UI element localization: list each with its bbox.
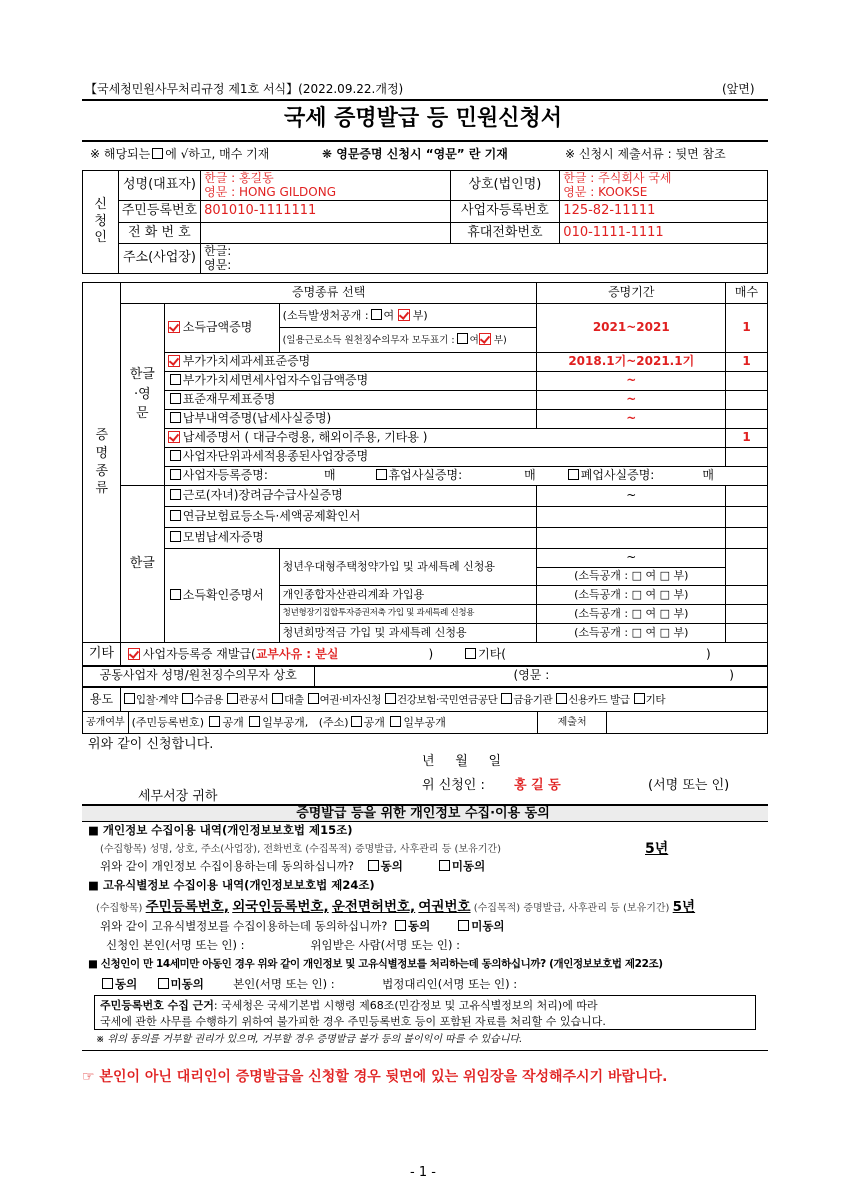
submit-label: 제출처 [537,712,607,734]
model-count[interactable] [726,528,768,549]
disclosure-label: 공개여부 [83,712,129,734]
sign-date[interactable]: 년 월 일 [422,754,501,769]
unit-biz-option[interactable]: 사업자단위과세적용종된사업장증명 [164,448,725,467]
phone-field[interactable] [201,223,450,244]
statement: 위와 같이 신청합니다. [88,737,214,752]
labor-period[interactable]: ~ [537,486,726,507]
consent-s2-sign[interactable]: 신청인 본인(서명 또는 인) : 위임받은 사람(서명 또는 인) : [106,938,461,952]
address-label: 주소(사업장) [118,244,200,274]
company-label: 상호(법인명) [450,171,560,201]
vat-period[interactable]: 2018.1기~2021.1기 [537,353,726,372]
applicant-sign-name[interactable]: 홍 길 동 [514,778,561,793]
rrn-label: 주민등록번호 [118,201,200,223]
sign-or-seal: (서명 또는 인) [648,778,730,793]
pension-period[interactable] [537,507,726,528]
group-kor-eng-label: 한글·영문 [120,304,164,486]
group-kor-label: 한글 [120,486,164,643]
tax-pay-option[interactable]: 납세증명서 ( 대금수령용, 해외이주용, 기타용 ) [164,429,725,448]
income-period[interactable]: 2021~2021 [537,304,726,353]
bizno-label: 사업자등록번호 [450,201,560,223]
model-period[interactable] [537,528,726,549]
labor-option[interactable]: 근로(자녀)장려금수급사실증명 [164,486,537,507]
consent-s3-title: ■ 신청인이 만 14세미만 아동인 경우 위와 같이 개인정보 및 고유식별정보를 처리하는데 동의하십니까? (개인정보보호법 제22조) [88,958,663,970]
consent-s3-options[interactable]: 동의 미동의 본인(서명 또는 인) : 법정대리인(서명 또는 인) : [100,978,517,991]
income-conf-r1-count[interactable] [726,549,768,586]
page-side: (앞면) [722,82,755,96]
income-conf-r3-count[interactable] [726,605,768,624]
tax-pay-count[interactable]: 1 [726,429,768,448]
payment-period[interactable]: ~ [537,410,726,429]
rrn-basis-text1: : 국세청은 국세기본법 시행령 제68조(민감정보 및 고유식별정보의 처리)에 따라 [213,999,598,1012]
usage-options[interactable]: 입찰·계약 수금용 관공서 대출 여권·비자신청 건강보험·국민연금공단 금융기관 신용카드 발급 기타 [120,688,767,712]
biz-reg-row[interactable]: 사업자등록증명: 매 휴업사실증명: 매 폐업사실증명: 매 [164,467,767,486]
consent-s2-items: (수집항목) 주민등록번호, 외국인등록번호, 운전면허번호, 여권번호 (수집목적) 증명발급, 사후관리 등 (보유기간) 5년 [96,899,696,915]
income-conf-r1-disclose[interactable]: (소득공개 : □ 여 □ 부) [537,568,726,586]
rrn-basis-box [94,995,756,1030]
income-conf-r2-count[interactable] [726,586,768,605]
vat-exempt-option[interactable]: 부가가치세면세사업자수입금액증명 [164,372,537,391]
page-number: - 1 - [410,1165,436,1180]
consent-title: 증명발급 등을 위한 개인정보 수집·이용 동의 [296,806,550,821]
usage-label: 용도 [83,688,121,712]
income-conf-r1: 청년우대형주택청약가입 및 과세특례 신청용 [279,549,537,586]
note-documents: ※ 신청시 제출서류 : 뒷면 참조 [565,147,726,161]
applicant-section-label: 신청인 [83,171,119,274]
consent-s2-question[interactable]: 위와 같이 고유식별정보를 수집이용하는데 동의하십니까? 동의 미동의 [100,919,505,933]
cert-count-header: 매수 [726,283,768,304]
pension-option[interactable]: 연금보험료등소득·세액공제확인서 [164,507,537,528]
submit-field[interactable] [607,712,768,734]
income-conf-r2: 개인종합자산관리계좌 가입용 [279,586,537,605]
cert-section-label: 증명종류 [83,283,121,643]
model-option[interactable]: 모범납세자증명 [164,528,537,549]
name-field[interactable]: 한글 : 홍길동 영문 : HONG GILDONG [201,171,450,201]
consent-s1-period: 5년 [645,841,669,857]
usage-table [82,687,768,712]
name-label: 성명(대표자) [118,171,200,201]
std-fin-count[interactable] [726,391,768,410]
income-conf-r3: 청년형장기집합투자증권저축 가입 및 과세특례 신청용 [279,605,537,624]
certificate-table [82,282,768,667]
income-conf-r4: 청년희망적금 가입 및 과세특례 신청용 [279,624,537,643]
consent-refusal-note: ※ 위의 동의를 거부할 권리가 있으며, 거부할 경우 증명발급 불가 등의 불이익이 따를 수 있습니다. [96,1034,523,1045]
std-fin-period[interactable]: ~ [537,391,726,410]
mobile-field[interactable]: 010-1111-1111 [560,223,768,244]
consent-s1-question[interactable]: 위와 같이 개인정보 수집이용하는데 동의하십니까? 동의 미동의 [100,859,486,873]
income-conf-r2-disclose[interactable]: (소득공개 : □ 여 □ 부) [537,586,726,605]
payment-count[interactable] [726,410,768,429]
disclosure-table [82,711,768,734]
joint-field[interactable]: (영문 : ) [314,666,767,687]
income-cert-option[interactable]: 소득금액증명 [164,304,279,353]
std-fin-option[interactable]: 표준재무제표증명 [164,391,537,410]
income-disclose-option[interactable]: (소득발생처공개 : 여 부) [279,304,537,328]
form-reference: 【국세청민원사무처리규정 제1호 서식】(2022.09.22.개정) [85,82,404,96]
note-check: ※ 해당되는 에 √하고, 매수 기재 [90,147,270,161]
applicant-table [82,170,768,274]
form-title: 국세 증명발급 등 민원신청서 [283,106,562,131]
cert-period-header: 증명기간 [537,283,726,304]
vat-count[interactable]: 1 [726,353,768,372]
income-conf-option[interactable]: 소득확인증명서 [164,549,279,643]
applicant-sign-label: 위 신청인 : [422,778,485,793]
labor-count[interactable] [726,486,768,507]
consent-s2-title: ■ 고유식별정보 수집이용 내역(개인정보보호법 제24조) [88,878,375,892]
joint-label: 공동사업자 성명/원천징수의무자 상호 [83,666,315,687]
payment-option[interactable]: 납부내역증명(납세사실증명) [164,410,537,429]
income-conf-r1-period[interactable]: ~ [537,549,726,568]
consent-s1-items: (수집항목) 성명, 상호, 주소(사업장), 전화번호 (수집목적) 증명발급, 사후관리 등 (보유기간) [100,844,501,855]
income-count[interactable]: 1 [726,304,768,353]
unit-biz-count[interactable] [726,448,768,467]
vat-cert-option[interactable]: 부가가치세과세표준증명 [164,353,537,372]
other-row[interactable]: 사업자등록증 재발급(교부사유 : 분실 ) 기타( ) [120,643,767,667]
cert-type-header: 증명종류 선택 [120,283,537,304]
pension-count[interactable] [726,507,768,528]
rrn-basis-text2: 국세에 관한 사무를 수행하기 위하여 불가피한 경우 주민등록번호 등이 포함된 자료를 처리할 수 있습니다. [100,1015,606,1028]
addressee: 세무서장 귀하 [138,789,218,804]
note-english: ❋ 영문증명 신청시 “영문” 란 기재 [322,147,508,161]
bizno-field[interactable]: 125-82-11111 [560,201,768,223]
other-label: 기타 [83,643,121,667]
proxy-warning: ☞ 본인이 아닌 대리인이 증명발급을 신청할 경우 뒷면에 있는 위임장을 작성해주시기 바랍니다. [82,1069,668,1085]
income-conf-r4-disclose[interactable]: (소득공개 : □ 여 □ 부) [537,624,726,643]
income-conf-r4-count[interactable] [726,624,768,643]
mobile-label: 휴대전화번호 [450,223,560,244]
address-field[interactable]: 한글: 영문: [201,244,768,274]
income-conf-r3-disclose[interactable]: (소득공개 : □ 여 □ 부) [537,605,726,624]
vat-exempt-count[interactable] [726,372,768,391]
joint-table [82,665,768,687]
company-field[interactable]: 한글 : 주식회사 국세 영문 : KOOKSE [560,171,768,201]
income-daily-option[interactable]: (일용근로소득 원천징수의무자 모두표기 : 여 부) [279,328,537,353]
phone-label: 전 화 번 호 [118,223,200,244]
vat-exempt-period[interactable]: ~ [537,372,726,391]
rrn-basis-title: 주민등록번호 수집 근거 [100,999,214,1012]
rrn-field[interactable]: 801010-1111111 [201,201,450,223]
consent-s1-title: ■ 개인정보 수집이용 내역(개인정보보호법 제15조) [88,823,353,837]
disclosure-options[interactable]: (주민등록번호) 공개 일부공개, (주소) 공개 일부공개 [128,712,537,734]
